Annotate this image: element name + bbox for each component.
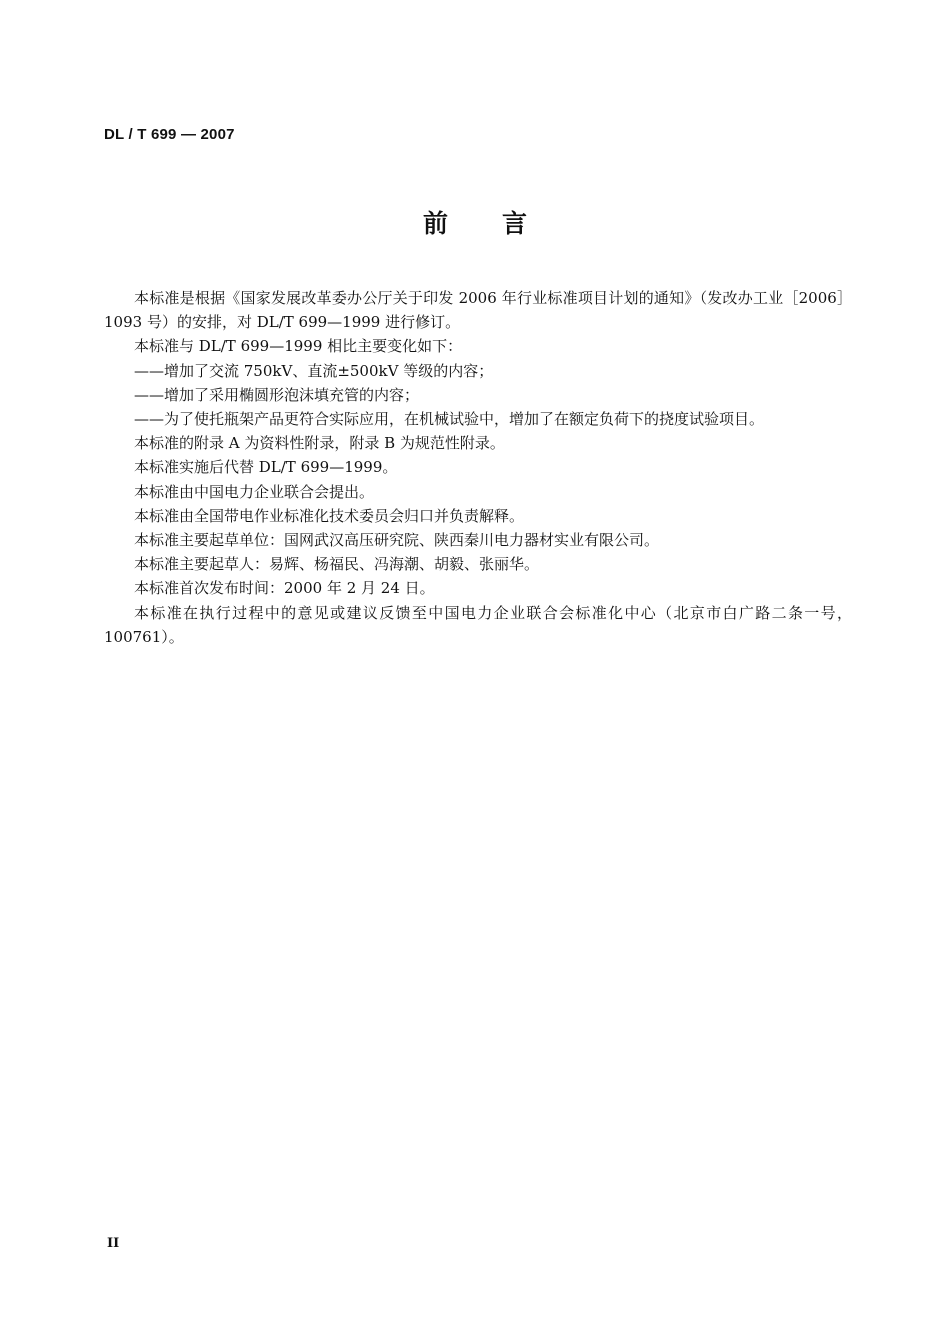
paragraph: 本标准主要起草单位：国网武汉高压研究院、陕西秦川电力器材实业有限公司。 bbox=[134, 531, 660, 550]
paragraph: 本标准由全国带电作业标准化技术委员会归口并负责解释。 bbox=[134, 506, 525, 525]
paragraph: 本标准的附录 A 为资料性附录，附录 B 为规范性附录。 bbox=[134, 434, 505, 453]
paragraph: 本标准在执行过程中的意见或建议反馈至中国电力企业联合会标准化中心（北京市白广路二条一号，100761）。 bbox=[104, 603, 852, 646]
document-code: DL / T 699 — 2007 bbox=[104, 126, 235, 143]
page-title: 前言 bbox=[422, 209, 581, 238]
list-item: ——增加了交流 750kV、直流±500kV 等级的内容； bbox=[134, 361, 494, 380]
list-item: ——为了使托瓶架产品更符合实际应用，在机械试验中，增加了在额定负荷下的挠度试验项目。 bbox=[134, 410, 765, 429]
paragraph: 本标准实施后代替 DL/T 699—1999。 bbox=[134, 458, 398, 477]
paragraph: 本标准是根据《国家发展改革委办公厅关于印发 2006 年行业标准项目计划的通知》（发改办工业［2006］1093 号）的安排，对 DL/T 699—1999 进行修订。 bbox=[104, 289, 852, 332]
list-item: ——增加了采用椭圆形泡沫填充管的内容； bbox=[134, 385, 420, 404]
paragraph: 本标准首次发布时间：2000 年 2 月 24 日。 bbox=[134, 579, 435, 598]
page-number: II bbox=[107, 1236, 120, 1251]
paragraph: 本标准与 DL/T 699—1999 相比主要变化如下： bbox=[134, 337, 463, 356]
paragraph: 本标准主要起草人：易辉、杨福民、冯海潮、胡毅、张丽华。 bbox=[134, 555, 540, 574]
foreword-body bbox=[104, 286, 852, 649]
paragraph: 本标准由中国电力企业联合会提出。 bbox=[134, 482, 375, 501]
